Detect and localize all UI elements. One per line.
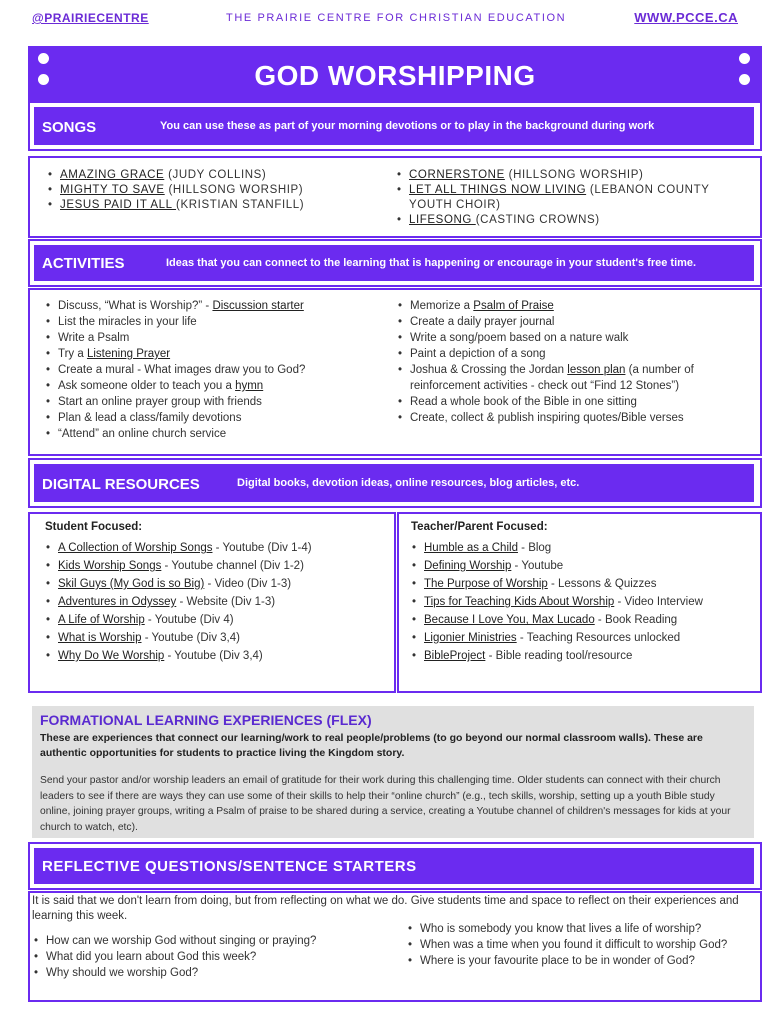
list-item: • How can we worship God without singing or praying?	[32, 933, 392, 949]
list-item: • Write a Psalm	[44, 330, 384, 346]
reflective-right-list	[406, 921, 758, 969]
resource-link[interactable]: What is Worship	[58, 632, 142, 644]
resource-link[interactable]: Kids Worship Songs	[58, 560, 162, 572]
flex-body: Send your pastor and/or worship leaders an email of gratitude for their work during this challenging time. Older students can connect with their church leaders to see if there are ways they can use some of their skills to help their “online church” (e.g., tech skills, worship, setting up a youth Bible study online, joining prayer groups, writing a Psalm of praise to be shared during a service, creating a Youtube channel of children's messages for kids at your church to watch, etc).	[40, 775, 731, 833]
student-resources-list	[44, 539, 389, 665]
song-link[interactable]: JESUS PAID IT ALL	[60, 199, 177, 211]
activities-list-box	[28, 288, 762, 456]
resource-link[interactable]: Why Do We Worship	[58, 650, 165, 662]
reflective-left-list	[32, 933, 392, 981]
list-item: • AMAZING GRACE (JUDY COLLINS)	[46, 168, 376, 183]
list-item: • Read a whole book of the Bible in one sitting	[396, 394, 741, 410]
songs-title: SONGS	[42, 119, 97, 136]
resource-link[interactable]: Because I Love You, Max Lucado	[424, 614, 595, 626]
list-item: • Humble as a Child - Blog	[410, 539, 755, 557]
student-focused-heading: Student Focused:	[45, 521, 143, 533]
list-item: • Defining Worship - Youtube	[410, 557, 755, 575]
resource-link[interactable]: Skil Guys (My God is so Big)	[58, 578, 205, 590]
digital-header	[34, 464, 754, 502]
song-link[interactable]: LET ALL THINGS NOW LIVING	[409, 184, 587, 196]
activities-title: ACTIVITIES	[42, 255, 125, 272]
list-item: • Try a Listening Prayer	[44, 346, 384, 362]
list-item: • LET ALL THINGS NOW LIVING (LEBANON COUNTY YOUTH CHOIR)	[395, 183, 750, 213]
list-item: • Ligonier Ministries - Teaching Resources unlocked	[410, 629, 755, 647]
flex-title: FORMATIONAL LEARNING EXPERIENCES (FLEX)	[40, 712, 372, 728]
activities-description: Ideas that you can connect to the learning that is happening or encourage in your student's free time.	[166, 257, 697, 269]
list-item: • List the miracles in your life	[44, 314, 384, 330]
list-item: • MIGHTY TO SAVE (HILLSONG WORSHIP)	[46, 183, 376, 198]
list-item: • Discuss, “What is Worship?” - Discussion starter	[44, 298, 384, 314]
list-item: • The Purpose of Worship - Lessons & Quizzes	[410, 575, 755, 593]
resource-link[interactable]: Defining Worship	[424, 560, 512, 572]
list-item: • BibleProject - Bible reading tool/resource	[410, 647, 755, 665]
website-link[interactable]: WWW.PCCE.CA	[634, 10, 738, 25]
organization-name: THE PRAIRIE CENTRE FOR CHRISTIAN EDUCATION	[226, 12, 567, 24]
resource-link[interactable]: BibleProject	[424, 650, 486, 662]
list-item: • Create, collect & publish inspiring quotes/Bible verses	[396, 410, 741, 426]
list-item: • Why Do We Worship - Youtube (Div 3,4)	[44, 647, 389, 665]
songs-list-box	[28, 156, 762, 238]
hymn-link[interactable]: hymn	[235, 380, 264, 392]
list-item: • When was a time when you found it difficult to worship God?	[406, 937, 758, 953]
resource-link[interactable]: Humble as a Child	[424, 542, 518, 554]
title-banner	[28, 46, 762, 102]
list-item: • A Life of Worship - Youtube (Div 4)	[44, 611, 389, 629]
social-handle-link[interactable]: @PRAIRIECENTRE	[32, 11, 149, 25]
psalm-of-praise-link[interactable]: Psalm of Praise	[473, 300, 554, 312]
songs-left-list	[46, 168, 376, 213]
resource-link[interactable]: A Collection of Worship Songs	[58, 542, 213, 554]
list-item: • LIFESONG (CASTING CROWNS)	[395, 213, 750, 228]
list-item: • JESUS PAID IT ALL (KRISTIAN STANFILL)	[46, 198, 376, 213]
digital-description: Digital books, devotion ideas, online resources, blog articles, etc.	[237, 477, 580, 489]
student-resources-box	[28, 512, 396, 693]
flex-intro: These are experiences that connect our learning/work to real people/problems (to go beyond our normal classroom walls). These are authentic opportunities for students to practice living the Kingdom story.	[40, 732, 703, 759]
songs-right-list	[395, 168, 750, 228]
discussion-starter-link[interactable]: Discussion starter	[212, 300, 304, 312]
reflective-intro: It is said that we don't learn from doing, but from reflecting on what we do. Give students time and space to reflect on their experiences and learning this week.	[32, 895, 739, 922]
resource-link[interactable]: Ligonier Ministries	[424, 632, 517, 644]
song-link[interactable]: LIFESONG	[409, 214, 476, 226]
song-link[interactable]: CORNERSTONE	[409, 169, 505, 181]
list-item: • Plan & lead a class/family devotions	[44, 410, 384, 426]
list-item: • Because I Love You, Max Lucado - Book Reading	[410, 611, 755, 629]
list-item: • Start an online prayer group with friends	[44, 394, 384, 410]
song-link[interactable]: MIGHTY TO SAVE	[60, 184, 165, 196]
lesson-plan-link[interactable]: lesson plan	[567, 364, 626, 376]
list-item: • Where is your favourite place to be in wonder of God?	[406, 953, 758, 969]
teacher-resources-list	[410, 539, 755, 665]
list-item: • Kids Worship Songs - Youtube channel (Div 1-2)	[44, 557, 389, 575]
list-item: • Who is somebody you know that lives a life of worship?	[406, 921, 758, 937]
list-item: • Adventures in Odyssey - Website (Div 1-3)	[44, 593, 389, 611]
activities-left-list	[44, 298, 384, 442]
list-item: • Why should we worship God?	[32, 965, 392, 981]
resource-link[interactable]: The Purpose of Worship	[424, 578, 548, 590]
songs-description: You can use these as part of your morning devotions or to play in the background during work	[160, 120, 655, 132]
page-title: GOD WORSHIPPING	[254, 60, 536, 91]
songs-header	[34, 107, 754, 145]
list-item: • Write a song/poem based on a nature walk	[396, 330, 741, 346]
list-item: • A Collection of Worship Songs - Youtube (Div 1-4)	[44, 539, 389, 557]
song-link[interactable]: AMAZING GRACE	[60, 169, 165, 181]
list-item: • Create a mural - What images draw you to God?	[44, 362, 384, 378]
reflective-header	[34, 848, 754, 884]
teacher-resources-box	[397, 512, 762, 693]
activities-right-list	[396, 298, 741, 426]
reflective-title: REFLECTIVE QUESTIONS/SENTENCE STARTERS	[42, 858, 417, 875]
list-item: • Create a daily prayer journal	[396, 314, 741, 330]
resource-link[interactable]: Tips for Teaching Kids About Worship	[424, 596, 615, 608]
list-item: • Skil Guys (My God is so Big) - Video (Div 1-3)	[44, 575, 389, 593]
list-item: • Paint a depiction of a song	[396, 346, 741, 362]
resource-link[interactable]: Adventures in Odyssey	[58, 596, 177, 608]
list-item: • Ask someone older to teach you a hymn	[44, 378, 384, 394]
resource-link[interactable]: A Life of Worship	[58, 614, 145, 626]
list-item: • Memorize a Psalm of Praise	[396, 298, 741, 314]
list-item: • What is Worship - Youtube (Div 3,4)	[44, 629, 389, 647]
activities-header	[34, 245, 754, 281]
list-item: • What did you learn about God this week?	[32, 949, 392, 965]
top-header	[0, 0, 784, 30]
list-item: • Joshua & Crossing the Jordan lesson plan (a number of reinforcement activities - check out “Find 12 Stones”)	[396, 362, 741, 394]
teacher-focused-heading: Teacher/Parent Focused:	[411, 521, 548, 533]
flex-section	[32, 706, 754, 838]
list-item: • CORNERSTONE (HILLSONG WORSHIP)	[395, 168, 750, 183]
listening-prayer-link[interactable]: Listening Prayer	[86, 348, 171, 360]
list-item: • Tips for Teaching Kids About Worship - Video Interview	[410, 593, 755, 611]
digital-title: DIGITAL RESOURCES	[42, 476, 200, 493]
list-item: • “Attend” an online church service	[44, 426, 384, 442]
